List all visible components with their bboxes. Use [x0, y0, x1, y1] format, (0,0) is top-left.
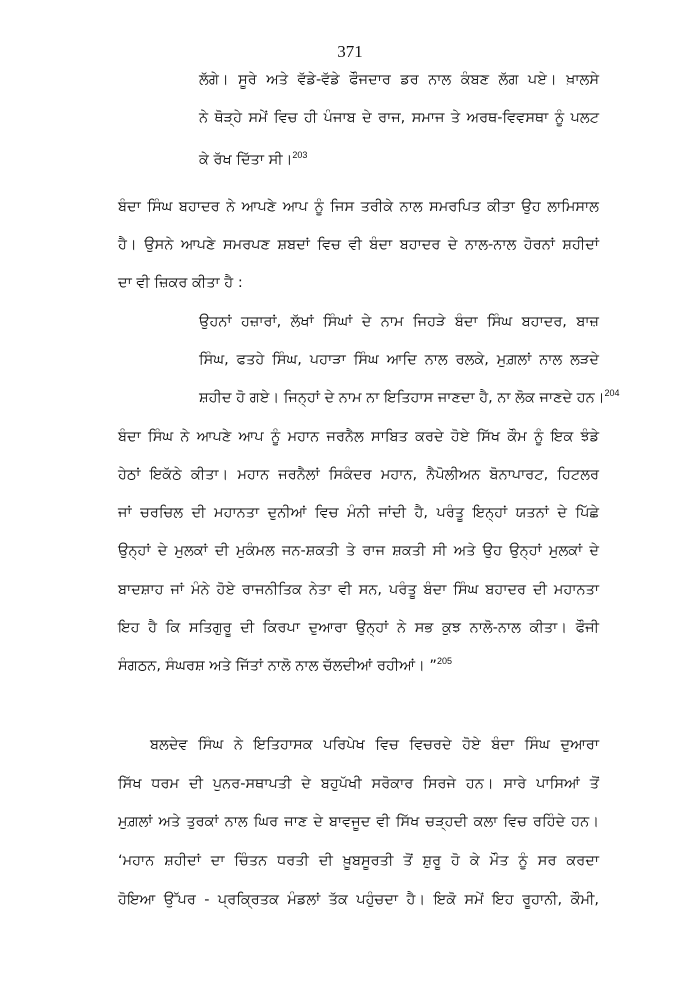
line-text: ਜਾਂ ਚਰਚਿਲ ਦੀ ਮਹਾਨਤਾ ਦੁਨੀਆਂ ਵਿਚ ਮੰਨੀ ਜਾਂਦੀ ਹੈ, ਪਰੰਤੂ ਇਨ੍ਹਾਂ ਯਤਨਾਂ ਦੇ ਪਿੱਛੇ	[118, 505, 599, 521]
line-text: ਮੁਗ਼ਲਾਂ ਅਤੇ ਤੁਰਕਾਂ ਨਾਲ ਘਿਰ ਜਾਣ ਦੇ ਬਾਵਜੂਦ ਵੀ ਸਿੱਖ ਚੜ੍ਹਦੀ ਕਲਾ ਵਿਚ ਰਹਿੰਦੇ ਹਨ।	[118, 814, 599, 830]
line-text: ਬੰਦਾ ਸਿੰਘ ਨੇ ਆਪਣੇ ਆਪ ਨੂੰ ਮਹਾਨ ਜਰਨੈਲ ਸਾਬਿਤ ਕਰਦੇ ਹੋਏ ਸਿੱਖ ਕੌਮ ਨੂੰ ਇਕ ਝੰਡੇ	[118, 429, 599, 445]
line-text: ਸਿੱਖ ਧਰਮ ਦੀ ਪੁਨਰ-ਸਥਾਪਤੀ ਦੇ ਬਹੁਪੱਖੀ ਸਰੋਕਾਰ ਸਿਰਜੇ ਹਨ। ਸਾਰੇ ਪਾਸਿਆਂ ਤੋਂ	[118, 776, 599, 792]
body-line	[118, 426, 599, 448]
body-line	[118, 502, 599, 524]
line-text: ‘ਮਹਾਨ ਸ਼ਹੀਦਾਂ ਦਾ ਚਿੰਤਨ ਧਰਤੀ ਦੀ ਖ਼ੂਬਸੂਰਤੀ ਤੋਂ ਸ਼ੁਰੂ ਹੋ ਕੇ ਮੌਤ ਨੂੰ ਸਰ ਕਰਦਾ	[118, 853, 599, 869]
line-text: ਹੈ। ਉਸਨੇ ਆਪਣੇ ਸਮਰਪਣ ਸ਼ਬਦਾਂ ਵਿਚ ਵੀ ਬੰਦਾ ਬਹਾਦਰ ਦੇ ਨਾਲ-ਨਾਲ ਹੋਰਨਾਂ ਸ਼ਹੀਦਾਂ	[118, 237, 599, 253]
line-text: ਬਾਦਸ਼ਾਹ ਜਾਂ ਮੰਨੇ ਹੋਏ ਰਾਜਨੀਤਿਕ ਨੇਤਾ ਵੀ ਸਨ, ਪਰੰਤੂ ਬੰਦਾ ਸਿੰਘ ਬਹਾਦਰ ਦੀ ਮਹਾਨਤਾ	[118, 582, 599, 598]
line-text: ਹੋਇਆ ਉੱਪਰ - ਪ੍ਰਕ੍ਰਿਤਕ ਮੰਡਲਾਂ ਤੱਕ ਪਹੁੰਚਦਾ ਹੈ। ਇਕੋ ਸਮੇਂ ਇਹ ਰੂਹਾਨੀ, ਕੌਮੀ,	[118, 892, 599, 908]
line-text: ਇਹ ਹੈ ਕਿ ਸਤਿਗੁਰੂ ਦੀ ਕਿਰਪਾ ਦੁਆਰਾ ਉਨ੍ਹਾਂ ਨੇ ਸਭ ਕੁਝ ਨਾਲੋ-ਨਾਲ ਕੀਤਾ। ਫੌਜੀ	[118, 620, 599, 636]
footnote-ref: 205	[436, 656, 452, 666]
line-text: ਦਾ ਵੀ ਜ਼ਿਕਰ ਕੀਤਾ ਹੈ :	[118, 275, 243, 291]
page-number: 371	[337, 42, 363, 61]
body-line	[118, 464, 599, 486]
quote-line	[199, 311, 599, 333]
body-line	[118, 773, 599, 795]
line-text: ਸਿੰਘ, ਫਤਹੇ ਸਿੰਘ, ਪਹਾੜਾ ਸਿੰਘ ਆਦਿ ਨਾਲ ਰਲਕੇ, ਮੁਗ਼ਲਾਂ ਨਾਲ ਲੜਦੇ	[199, 352, 599, 368]
footnote-ref: 203	[292, 150, 308, 160]
body-line	[118, 579, 599, 601]
line-text: ਸ਼ਹੀਦ ਹੋ ਗਏ। ਜਿਨ੍ਹਾਂ ਦੇ ਨਾਮ ਨਾ ਇਤਿਹਾਸ ਜਾਣਦਾ ਹੈ, ਨਾ ਲੋਕ ਜਾਣਦੇ ਹਨ।	[199, 390, 605, 406]
body-line	[118, 234, 599, 256]
line-text: ਸੰਗਠਨ, ਸੰਘਰਸ਼ ਅਤੇ ਜਿੱਤਾਂ ਨਾਲੋ ਨਾਲ ਚੱਲਦੀਆਂ ਰਹੀਆਂ। ”	[118, 658, 437, 674]
line-text: ਉਹਨਾਂ ਹਜ਼ਾਰਾਂ, ਲੱਖਾਂ ਸਿੰਘਾਂ ਦੇ ਨਾਮ ਜਿਹੜੇ ਬੰਦਾ ਸਿੰਘ ਬਹਾਦਰ, ਬਾਜ਼	[199, 314, 599, 330]
body-line	[118, 811, 599, 833]
body-line	[118, 889, 599, 911]
body-line	[118, 540, 599, 562]
line-text: ਨੇ ਥੋੜ੍ਹੇ ਸਮੇਂ ਵਿਚ ਹੀ ਪੰਜਾਬ ਦੇ ਰਾਜ, ਸਮਾਜ ਤੇ ਅਰਥ-ਵਿਵਸਥਾ ਨੂੰ ਪਲਟ	[199, 110, 599, 126]
line-text: ਹੇਠਾਂ ਇਕੱਠੇ ਕੀਤਾ। ਮਹਾਨ ਜਰਨੈਲਾਂ ਸਿਕੰਦਰ ਮਹਾਨ, ਨੈਪੋਲੀਅਨ ਬੋਨਾਪਾਰਟ, ਹਿਟਲਰ	[118, 467, 599, 483]
quote-line	[199, 149, 599, 171]
line-text: ਬਲਦੇਵ ਸਿੰਘ ਨੇ ਇਤਿਹਾਸਕ ਪਰਿਪੇਖ ਵਿਚ ਵਿਚਰਦੇ ਹੋਏ ਬੰਦਾ ਸਿੰਘ ਦੁਆਰਾ	[150, 737, 599, 753]
body-line	[118, 272, 599, 294]
footnote-ref: 204	[604, 388, 620, 398]
quote-line	[199, 107, 599, 129]
body-line	[118, 850, 599, 872]
body-line	[118, 655, 599, 677]
line-text: ਲੱਗੇ। ਸੂਰੇ ਅਤੇ ਵੱਡੇ-ਵੱਡੇ ਫੌਜਦਾਰ ਡਰ ਨਾਲ ਕੰਬਣ ਲੱਗ ਪਏ। ਖ਼ਾਲਸੇ	[199, 72, 599, 88]
quote-line	[199, 387, 620, 409]
body-line	[150, 734, 599, 756]
quote-line	[199, 349, 599, 371]
quote-line	[199, 69, 599, 91]
body-line	[118, 196, 599, 218]
line-text: ਬੰਦਾ ਸਿੰਘ ਬਹਾਦਰ ਨੇ ਆਪਣੇ ਆਪ ਨੂੰ ਜਿਸ ਤਰੀਕੇ ਨਾਲ ਸਮਰਪਿਤ ਕੀਤਾ ਉਹ ਲਾਮਿਸਾਲ	[118, 199, 599, 215]
line-text: ਕੇ ਰੱਖ ਦਿੱਤਾ ਸੀ।	[199, 152, 293, 168]
body-line	[118, 617, 599, 639]
line-text: ਉਨ੍ਹਾਂ ਦੇ ਮੁਲਕਾਂ ਦੀ ਮੁਕੰਮਲ ਜਨ-ਸ਼ਕਤੀ ਤੇ ਰਾਜ ਸ਼ਕਤੀ ਸੀ ਅਤੇ ਉਹ ਉਨ੍ਹਾਂ ਮੁਲਕਾਂ ਦੇ	[118, 543, 599, 559]
